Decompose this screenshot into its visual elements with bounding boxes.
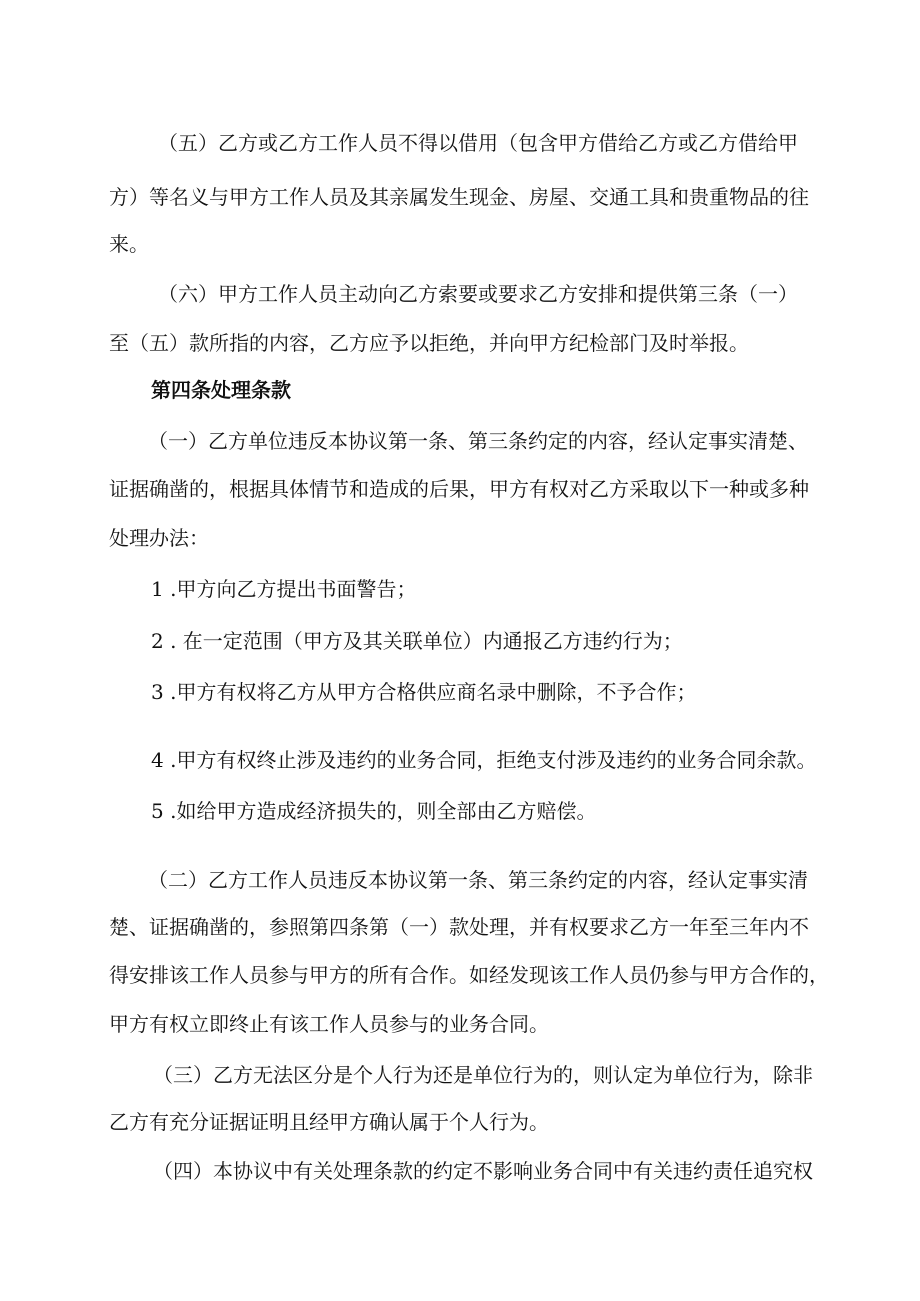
list-item-2: 2 . 在一定范围（甲方及其关联单位）内通报乙方违约行为； — [151, 629, 683, 653]
clause-4-3-line-1: （三）乙方无法区分是个人行为还是单位行为的，则认定为单位行为，除非 — [153, 1063, 813, 1087]
clause-4-2-line-2: 楚、证据确凿的，参照第四条第（一）款处理，并有权要求乙方一年至三年内不 — [109, 915, 809, 939]
para-5-line-2: 方）等名义与甲方工作人员及其亲属发生现金、房屋、交通工具和贵重物品的往 — [109, 185, 809, 209]
list-item-3: 3 .甲方有权将乙方从甲方合格供应商名录中删除，不予合作； — [151, 680, 697, 704]
list-item-5: 5 .如给甲方造成经济损失的，则全部由乙方赔偿。 — [151, 799, 597, 823]
clause-4-1-line-2: 证据确凿的，根据具体情节和造成的后果，甲方有权对乙方采取以下一种或多种 — [109, 477, 809, 501]
list-item-4: 4 .甲方有权终止涉及违约的业务合同，拒绝支付涉及违约的业务合同余款。 — [151, 748, 817, 772]
list-item-1: 1 .甲方向乙方提出书面警告； — [151, 577, 417, 601]
section-heading: 第四条处理条款 — [151, 378, 291, 402]
clause-4-3-line-2: 乙方有充分证据证明且经甲方确认属于个人行为。 — [109, 1110, 549, 1134]
clause-4-2-line-3: 得安排该工作人员参与甲方的所有合作。如经发现该工作人员仍参与甲方合作的， — [109, 963, 829, 987]
clause-4-2-line-4: 甲方有权立即终止有该工作人员参与的业务合同。 — [109, 1012, 549, 1036]
para-5-line-1: （五）乙方或乙方工作人员不得以借用（包含甲方借给乙方或乙方借给甲 — [158, 131, 798, 155]
para-5-line-3: 来。 — [109, 232, 149, 256]
para-6-line-1: （六）甲方工作人员主动向乙方索要或要求乙方安排和提供第三条（一） — [158, 282, 798, 306]
clause-4-4-line-1: （四）本协议中有关处理条款的约定不影响业务合同中有关违约责任追究权 — [153, 1159, 813, 1183]
clause-4-2-line-1: （二）乙方工作人员违反本协议第一条、第三条约定的内容，经认定事实清 — [148, 868, 808, 892]
clause-4-1-line-1: （一）乙方单位违反本协议第一条、第三条约定的内容，经认定事实清楚、 — [148, 429, 808, 453]
para-6-line-2: 至（五）款所指的内容，乙方应予以拒绝，并向甲方纪检部门及时举报。 — [109, 331, 749, 355]
clause-4-1-line-3: 处理办法： — [109, 526, 209, 550]
